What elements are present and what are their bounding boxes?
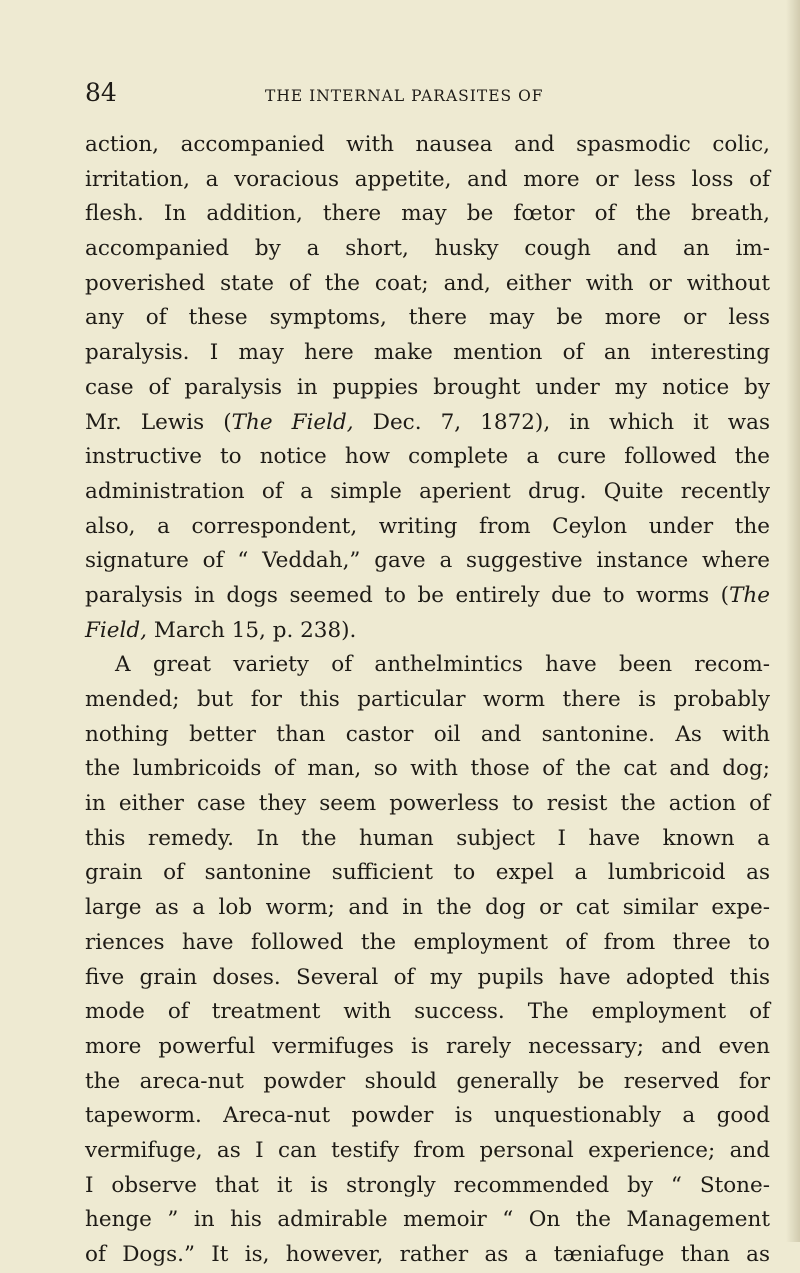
text-line	[85, 1238, 770, 1273]
text-segment: henge ” in his admirable memoir “ On the Management	[85, 1207, 770, 1233]
text-line	[85, 579, 770, 614]
text-line	[85, 614, 770, 649]
text-line	[85, 232, 770, 267]
text-line	[85, 995, 770, 1030]
text-line	[85, 683, 770, 718]
text-segment: signature of “ Veddah,” gave a suggestive instance where	[85, 548, 770, 574]
text-segment: large as a lob worm; and in the dog or cat similar expe-	[85, 895, 770, 921]
text-segment: irritation, a voracious appetite, and more or less loss of	[85, 166, 770, 192]
text-line	[85, 475, 770, 510]
text-segment: any of these symptoms, there may be more or less	[85, 305, 770, 331]
text-line	[85, 197, 770, 232]
text-segment: the lumbricoids of man, so with those of the cat and dog;	[85, 756, 770, 782]
text-segment: March 15, p. 238).	[147, 617, 357, 643]
text-line	[85, 926, 770, 961]
text-line	[85, 752, 770, 787]
text-segment: Mr. Lewis (	[85, 409, 232, 435]
text-line	[85, 163, 770, 198]
text-segment: I observe that it is strongly recommended by “ Stone-	[85, 1172, 770, 1198]
text-segment: this remedy. In the human subject I have known a	[85, 825, 770, 851]
text-line	[85, 787, 770, 822]
text-line	[85, 1169, 770, 1204]
text-segment: paralysis in dogs seemed to be entirely due to worms (	[85, 582, 730, 608]
page-number: 84	[85, 78, 117, 107]
text-segment: administration of a simple aperient drug. Quite recently	[85, 478, 770, 504]
text-segment: tapeworm. Areca-nut powder is unquestionably a good	[85, 1103, 770, 1129]
text-segment: riences have followed the employment of from three to	[85, 929, 770, 955]
text-line	[85, 1065, 770, 1100]
text-line	[85, 544, 770, 579]
text-line	[85, 822, 770, 857]
text-segment: paralysis. I may here make mention of an interesting	[85, 340, 770, 366]
text-segment: also, a correspondent, writing from Ceylon under the	[85, 513, 770, 539]
text-line	[85, 1203, 770, 1238]
text-segment: A great variety of anthelmintics have been recom-	[115, 652, 770, 678]
text-line	[85, 267, 770, 302]
text-line	[85, 961, 770, 996]
text-segment: mended; but for this particular worm there is probably	[85, 687, 770, 712]
text-line	[85, 128, 770, 163]
text-line	[85, 371, 770, 406]
text-line	[85, 718, 770, 753]
text-line	[85, 1134, 770, 1169]
page-header	[85, 78, 765, 112]
text-segment: of Dogs.” It is, however, rather as a tæniafuge than as	[85, 1242, 770, 1267]
text-segment: vermifuge, as I can testify from personal experience; and	[85, 1137, 770, 1163]
italic-title: Field,	[85, 617, 147, 643]
text-segment: case of paralysis in puppies brought under my notice by	[85, 374, 770, 400]
text-line	[85, 406, 770, 441]
running-head: THE INTERNAL PARASITES OF	[265, 87, 544, 105]
text-segment: nothing better than castor oil and santonine. As with	[85, 721, 770, 747]
text-line	[85, 336, 770, 371]
text-segment: grain of santonine sufficient to expel a lumbricoid as	[85, 860, 770, 886]
text-segment: the areca-nut powder should generally be reserved for	[85, 1068, 770, 1094]
text-line	[85, 510, 770, 545]
text-segment: in either case they seem powerless to resist the action of	[85, 791, 770, 817]
body-text	[85, 128, 770, 1273]
text-segment: Dec. 7, 1872), in which it was	[353, 409, 770, 435]
text-line	[85, 440, 770, 475]
page-edge-shadow	[786, 0, 800, 1242]
text-segment: mode of treatment with success. The employment of	[85, 999, 770, 1025]
text-segment: poverished state of the coat; and, either with or without	[85, 270, 770, 296]
italic-title: The	[729, 582, 770, 608]
text-segment: flesh. In addition, there may be fœtor of the breath,	[85, 201, 770, 227]
text-line	[85, 1099, 770, 1134]
text-segment: five grain doses. Several of my pupils have adopted this	[85, 964, 770, 990]
text-line	[85, 1030, 770, 1065]
text-line	[85, 856, 770, 891]
text-line	[85, 891, 770, 926]
text-segment: more powerful vermifuges is rarely necessary; and even	[85, 1033, 770, 1059]
text-line	[85, 301, 770, 336]
text-line	[85, 648, 770, 683]
text-segment: accompanied by a short, husky cough and an im-	[85, 236, 770, 262]
text-segment: action, accompanied with nausea and spasmodic colic,	[85, 132, 770, 157]
text-segment: instructive to notice how complete a cure followed the	[85, 444, 770, 470]
italic-title: The Field,	[231, 409, 354, 435]
